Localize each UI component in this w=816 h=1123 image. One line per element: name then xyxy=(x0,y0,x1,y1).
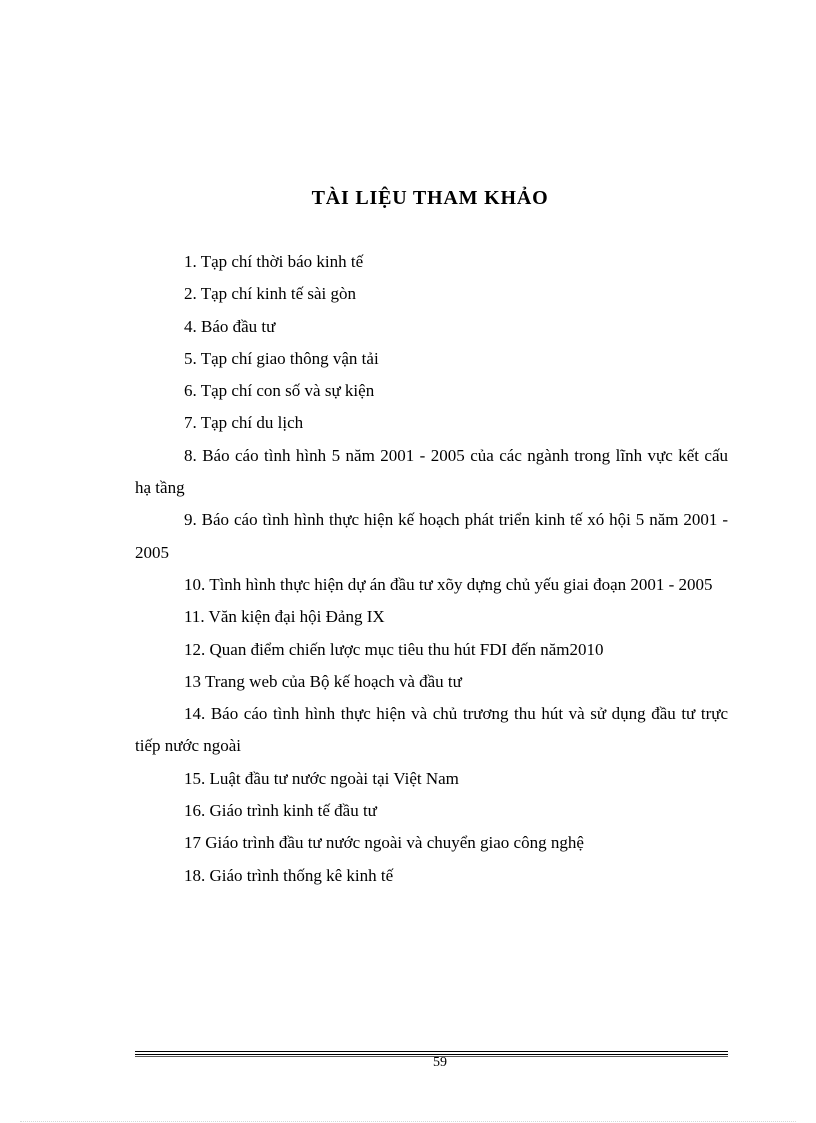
reference-item: 2. Tạp chí kinh tế sài gòn xyxy=(184,284,357,304)
reference-item: 13 Trang web của Bộ kế hoạch và đầu tư xyxy=(184,671,462,691)
reference-item: 9. Báo cáo tình hình thực hiện kế hoạch phát triển kinh tế xó hội 5 năm 2001 - 2005 xyxy=(135,510,728,562)
reference-item: 4. Báo đầu tư xyxy=(184,316,276,336)
reference-list xyxy=(135,246,728,892)
reference-item: 6. Tạp chí con số và sự kiện xyxy=(184,381,375,401)
reference-item: 14. Báo cáo tình hình thực hiện và chủ trương thu hút và sử dụng đầu tư trực tiếp nước ngoài xyxy=(135,704,728,756)
reference-item: 12. Quan điểm chiến lược mục tiêu thu hút FDI đến năm2010 xyxy=(184,639,604,659)
reference-item: 7. Tạp chí du lịch xyxy=(184,413,304,433)
reference-item: 18. Giáo trình thống kê kinh tế xyxy=(184,865,394,885)
reference-item: 10. Tình hình thực hiện dự án đầu tư xõy dựng chủ yếu giai đoạn 2001 - 2005 xyxy=(184,574,713,594)
reference-item: 11. Văn kiện đại hội Đảng IX xyxy=(184,607,385,627)
page-title: TÀI LIỆU THAM KHẢO xyxy=(311,187,549,209)
reference-item: 15. Luật đầu tư nước ngoài tại Việt Nam xyxy=(184,768,459,788)
reference-item: 16. Giáo trình kinh tế đầu tư xyxy=(184,801,377,821)
page-edge-divider xyxy=(20,1121,796,1122)
footer-divider xyxy=(135,1051,728,1052)
reference-item: 8. Báo cáo tình hình 5 năm 2001 - 2005 của các ngành trong lĩnh vực kết cấu hạ tầng xyxy=(135,445,728,498)
reference-item: 17 Giáo trình đầu tư nước ngoài và chuyển giao công nghệ xyxy=(184,833,584,853)
reference-item: 5. Tạp chí giao thông vận tải xyxy=(184,348,379,368)
page-number: 59 xyxy=(433,1055,447,1070)
reference-item: 1. Tạp chí thời báo kinh tế xyxy=(184,252,364,271)
